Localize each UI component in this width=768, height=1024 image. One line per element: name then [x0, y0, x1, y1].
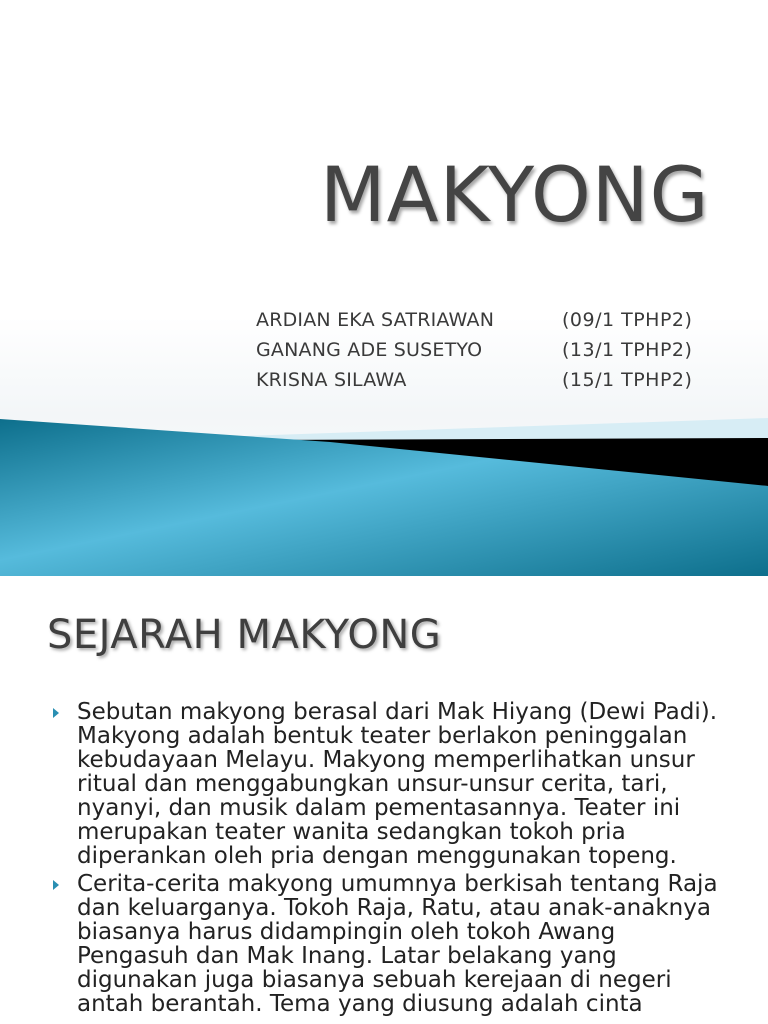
- triangle-bullet-icon: [53, 880, 59, 890]
- band-pale-stripe: [215, 418, 768, 441]
- bullet-text: Cerita-cerita makyong umumnya berkisah tentang Raja dan keluarganya. Tokoh Raja, Ratu, atau anak-anaknya biasanya harus didampingin oleh tokoh Awang Pengasuh dan Mak Inang. Latar belakang yang digunakan juga biasanya sebuah kerejaan di negeri antah berantah. Tema yang diusung adalah cinta: [77, 871, 718, 1017]
- list-item: [50, 700, 730, 868]
- member-name: GANANG ADE SUSETYO: [256, 339, 483, 361]
- member-id: (15/1 TPHP2): [562, 369, 693, 391]
- content-slide: [0, 576, 768, 1024]
- member-name: ARDIAN EKA SATRIAWAN: [256, 309, 495, 331]
- slide-heading: SEJARAH MAKYONG: [47, 612, 442, 658]
- slide-title: MAKYONG: [320, 150, 710, 239]
- triangle-bullet-icon: [53, 708, 59, 718]
- member-id: (09/1 TPHP2): [562, 309, 693, 331]
- bullet-list: [50, 700, 730, 1020]
- member-id: (13/1 TPHP2): [562, 339, 693, 361]
- list-item: [50, 872, 730, 1016]
- member-name: KRISNA SILAWA: [256, 369, 407, 391]
- bullet-text: Sebutan makyong berasal dari Mak Hiyang (Dewi Padi). Makyong adalah bentuk teater berlakon peninggalan kebudayaan Melayu. Makyong memperlihatkan unsur ritual dan menggabungkan unsur-unsur cerita, tari, nyanyi, dan musik dalam pementasannya. Teater ini merupakan teater wanita sedangkan tokoh pria diperankan oleh pria dengan menggunakan topeng.: [77, 699, 718, 869]
